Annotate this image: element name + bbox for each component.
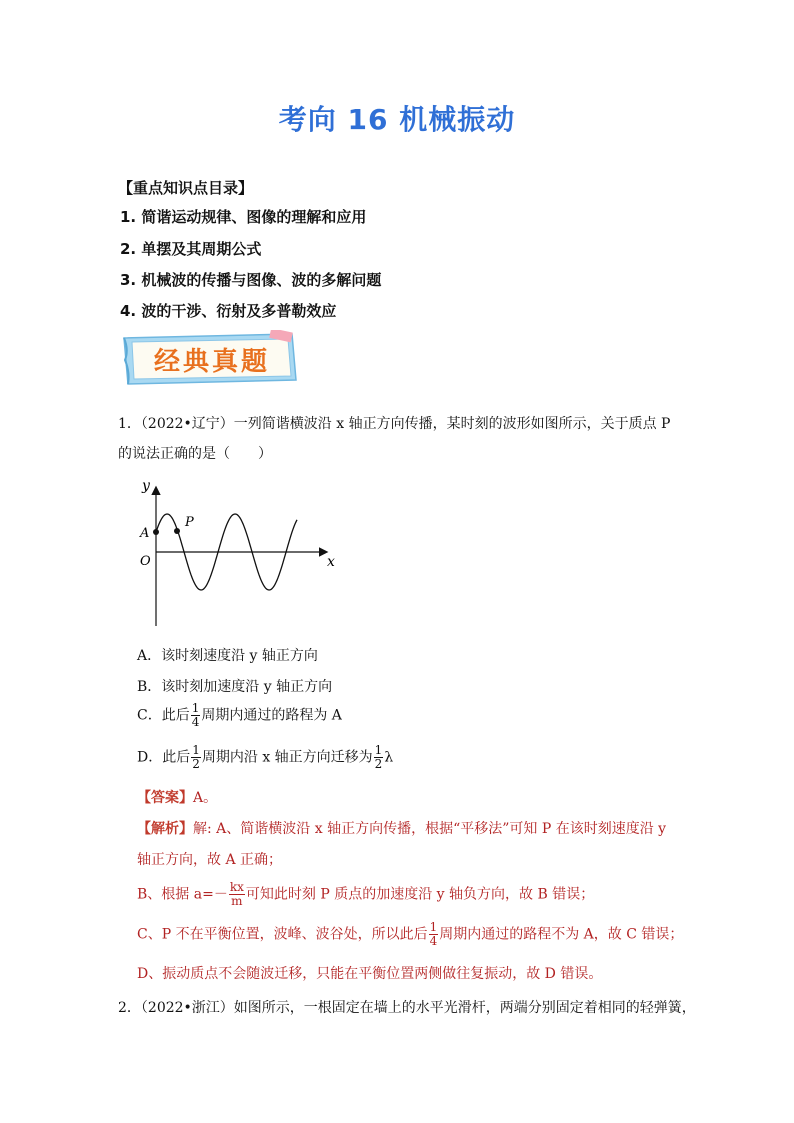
toc-item-3: 3. 机械波的传播与图像、波的多解问题 bbox=[120, 271, 382, 289]
analysis-line-2: 轴正方向，故 A 正确； bbox=[137, 852, 283, 868]
analysis-line-3 bbox=[137, 881, 594, 908]
frac-den: 2 bbox=[192, 757, 200, 771]
option-d-pre: D．此后 bbox=[137, 749, 191, 766]
toc-item-2: 2. 单摆及其周期公式 bbox=[120, 240, 262, 258]
analysis-4-post: 周期内通过的路程不为 A，故 C 错误； bbox=[439, 926, 684, 943]
section-banner bbox=[120, 330, 300, 388]
page-title: 考向 16 机械振动 bbox=[278, 103, 516, 136]
fraction bbox=[429, 921, 439, 948]
q1-line1: 1．（2022•辽宁）一列简谐横波沿 x 轴正方向传播，某时刻的波形如图所示，关于质点 P bbox=[118, 416, 671, 432]
analysis-label: 【解析】 bbox=[137, 821, 193, 837]
fraction bbox=[374, 744, 384, 771]
origin-label: O bbox=[140, 554, 151, 569]
banner-text: 经典真题 bbox=[153, 347, 271, 377]
frac-num: 1 bbox=[191, 701, 200, 715]
analysis-3-pre: B、根据 a=－ bbox=[137, 886, 228, 903]
option-c-post: 周期内通过的路程为 A bbox=[201, 707, 342, 724]
answer-line bbox=[137, 785, 217, 811]
option-c[interactable] bbox=[137, 702, 342, 729]
point-p bbox=[174, 528, 180, 534]
analysis-line-5: D、振动质点不会随波迁移，只能在平衡位置两侧做往复振动，故 D 错误。 bbox=[137, 966, 603, 982]
toc-item-4: 4. 波的干涉、衍射及多普勒效应 bbox=[120, 302, 337, 320]
p-label: P bbox=[185, 515, 194, 530]
a-label: A bbox=[140, 526, 150, 541]
analysis-3-post: 可知此时刻 P 质点的加速度沿 y 轴负方向，故 B 错误； bbox=[245, 886, 595, 903]
analysis-line-1 bbox=[137, 816, 666, 842]
fraction bbox=[191, 702, 201, 729]
x-label: x bbox=[327, 554, 335, 570]
option-a[interactable]: A．该时刻速度沿 y 轴正方向 bbox=[137, 648, 318, 664]
y-label: y bbox=[142, 478, 150, 494]
analysis-text-1: 解: A、简谐横波沿 x 轴正方向传播，根据“平移法”可知 P 在该时刻速度沿 y bbox=[193, 821, 667, 837]
point-a bbox=[153, 529, 159, 535]
toc-item-1: 1. 简谐运动规律、图像的理解和应用 bbox=[120, 208, 367, 226]
q1-line2: 的说法正确的是（ ） bbox=[118, 446, 272, 462]
frac-num: kx bbox=[229, 880, 244, 894]
frac-num: 1 bbox=[429, 920, 438, 934]
answer-label: 【答案】 bbox=[137, 790, 193, 806]
banner-graphic bbox=[120, 330, 300, 388]
frac-den: 4 bbox=[191, 715, 200, 729]
option-d-mid: 周期内沿 x 轴正方向迁移为 bbox=[201, 749, 373, 766]
toc-heading: 【重点知识点目录】 bbox=[118, 179, 254, 197]
wave-figure bbox=[130, 476, 350, 636]
frac-den: 4 bbox=[429, 934, 438, 948]
fraction bbox=[191, 744, 201, 771]
q2-line1: 2．（2022•浙江）如图所示，一根固定在墙上的水平光滑杆，两端分别固定着相同的轻弹簧， bbox=[118, 1000, 696, 1016]
analysis-4-pre: C、P 不在平衡位置，波峰、波谷处，所以此后 bbox=[137, 926, 428, 943]
answer-value: A。 bbox=[193, 790, 218, 806]
frac-den: m bbox=[231, 894, 243, 908]
analysis-line-4 bbox=[137, 921, 683, 948]
option-c-pre: C．此后 bbox=[137, 707, 190, 724]
option-d[interactable] bbox=[137, 744, 393, 771]
frac-num: 1 bbox=[374, 743, 383, 757]
frac-num: 1 bbox=[192, 743, 200, 757]
frac-den: 2 bbox=[374, 757, 383, 771]
option-d-post: λ bbox=[384, 749, 394, 766]
fraction bbox=[229, 881, 245, 908]
option-b[interactable]: B．该时刻加速度沿 y 轴正方向 bbox=[137, 679, 333, 695]
